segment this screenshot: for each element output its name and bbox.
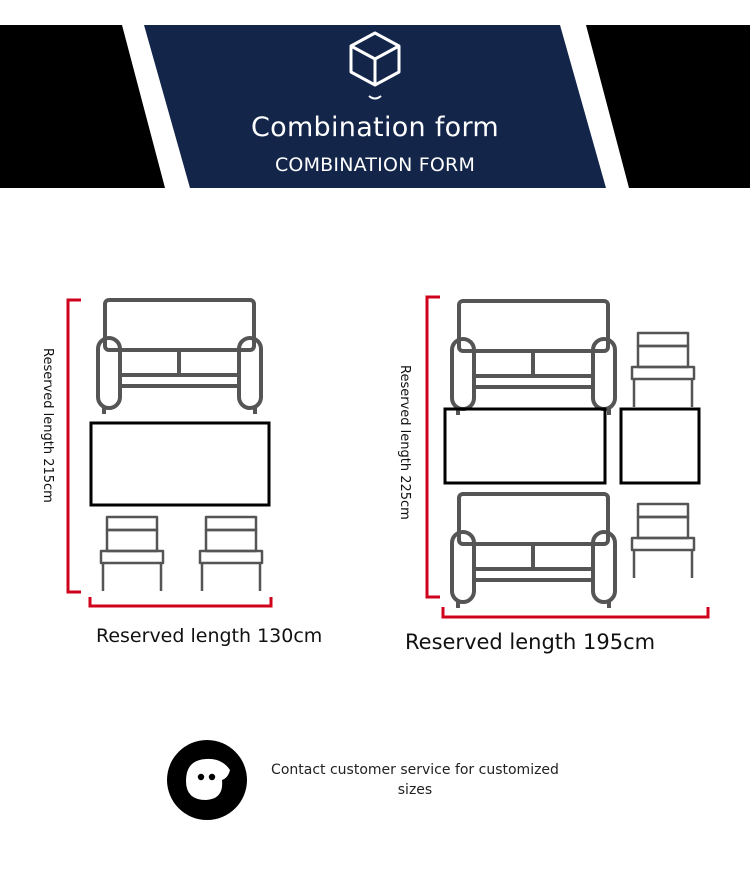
layout-right — [427, 297, 708, 617]
left-horizontal-dimension-label: Reserved length 130cm — [96, 625, 323, 647]
left-vertical-dimension-label: Reserved length 215cm — [40, 348, 55, 503]
right-horizontal-dimension-label: Reserved length 195cm — [405, 630, 656, 654]
armchair — [632, 504, 694, 578]
side-table — [621, 409, 699, 483]
layout-left — [68, 300, 271, 606]
page-subtitle: COMBINATION FORM — [274, 154, 476, 176]
armchair — [632, 333, 694, 407]
armchair — [200, 517, 262, 591]
coffee-table — [91, 423, 269, 505]
sofa — [452, 301, 615, 415]
sofa — [452, 494, 615, 608]
page-title: Combination form — [250, 112, 500, 143]
contact-note: Contact customer service for customized sizes — [271, 762, 559, 798]
sofa — [98, 300, 261, 414]
armchair — [101, 517, 163, 591]
mascot-icon — [167, 740, 247, 820]
right-vertical-dimension-label: Reserved length 225cm — [397, 365, 412, 520]
coffee-table — [445, 409, 605, 483]
